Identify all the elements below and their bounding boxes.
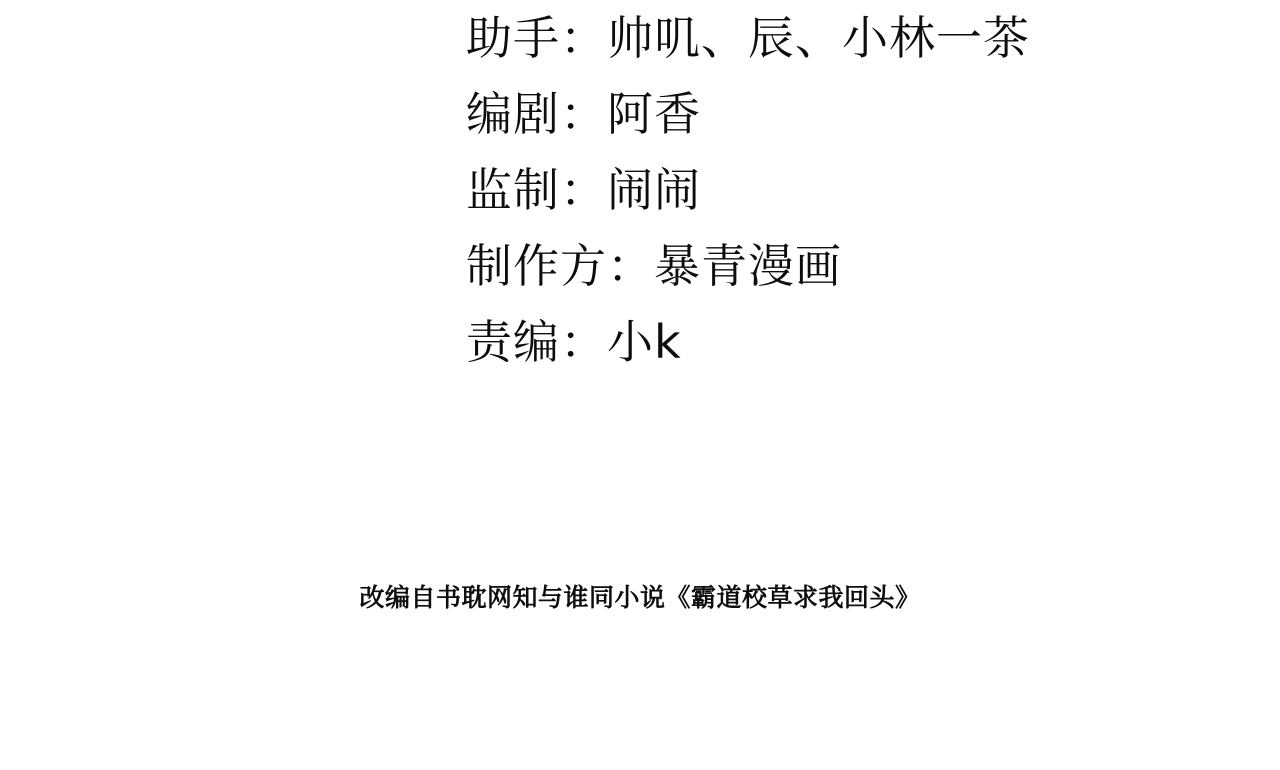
credit-value-supervisor: 闹闹 — [607, 163, 701, 217]
credit-row-screenwriter — [466, 76, 1226, 152]
credit-value-assistant: 帅叽、辰、小林一茶 — [607, 11, 1030, 65]
credits-list — [466, 0, 1226, 380]
credit-label-screenwriter: 编剧： — [466, 87, 607, 141]
credit-value-producer: 暴青漫画 — [654, 239, 842, 293]
credit-label-supervisor: 监制： — [466, 163, 607, 217]
credit-row-editor — [466, 304, 1226, 380]
credit-value-editor: 小k — [607, 315, 682, 369]
credit-label-producer: 制作方： — [466, 239, 654, 293]
credit-value-screenwriter: 阿香 — [607, 87, 701, 141]
source-attribution-note: 改编自书耽网知与谁同小说《霸道校草求我回头》 — [359, 583, 921, 612]
credit-row-producer — [466, 228, 1226, 304]
credit-row-assistant — [466, 0, 1226, 76]
credit-label-assistant: 助手： — [466, 11, 607, 65]
credit-row-supervisor — [466, 152, 1226, 228]
credit-label-editor: 责编： — [466, 315, 607, 369]
